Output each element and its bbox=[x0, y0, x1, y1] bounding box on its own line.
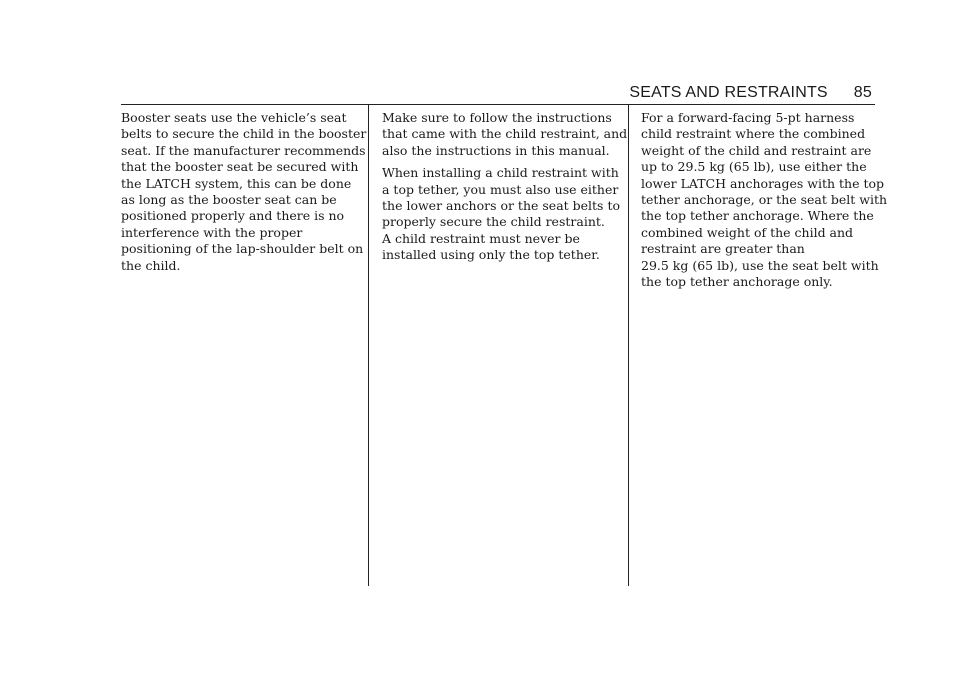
text-column-1 bbox=[121, 110, 366, 280]
text-line: Make sure to follow the instructions bbox=[382, 110, 612, 125]
text-line: the top tether anchorage only. bbox=[641, 274, 833, 290]
paragraph bbox=[382, 165, 627, 263]
text-line: combined weight of the child and bbox=[641, 224, 854, 240]
text-line: that came with the child restraint, and bbox=[382, 126, 628, 142]
text-column-2 bbox=[382, 110, 627, 270]
text-line: that the booster seat be secured with bbox=[121, 159, 359, 175]
text-line: weight of the child and restraint are bbox=[641, 142, 872, 158]
text-column-3 bbox=[641, 110, 887, 296]
header-rule bbox=[121, 104, 875, 105]
paragraph bbox=[382, 110, 627, 159]
text-line: child restraint where the combined bbox=[641, 126, 866, 142]
paragraph bbox=[641, 110, 887, 290]
text-line: 29.5 kg (65 lb), use the seat belt with bbox=[641, 257, 879, 273]
text-line: as long as the booster seat can be bbox=[121, 192, 337, 208]
text-line: interference with the proper bbox=[121, 224, 303, 240]
section-title: SEATS AND RESTRAINTS bbox=[629, 84, 828, 101]
text-line: restraint are greater than bbox=[641, 241, 805, 257]
text-line: seat. If the manufacturer recommends bbox=[121, 142, 366, 158]
text-line: positioned properly and there is no bbox=[121, 208, 345, 224]
text-line: A child restraint must never be bbox=[382, 230, 580, 246]
column-divider-left bbox=[368, 104, 369, 586]
page-number: 85 bbox=[853, 84, 872, 101]
text-line: positioning of the lap-shoulder belt on bbox=[121, 241, 364, 257]
running-header bbox=[629, 80, 872, 106]
text-line: Booster seats use the vehicle’s seat bbox=[121, 110, 347, 125]
text-line: up to 29.5 kg (65 lb), use either the bbox=[641, 159, 867, 175]
text-line: belts to secure the child in the booster bbox=[121, 126, 367, 142]
text-line: For a forward-facing 5-pt harness bbox=[641, 110, 855, 125]
text-line: the lower anchors or the seat belts to bbox=[382, 198, 620, 214]
text-line: a top tether, you must also use either bbox=[382, 181, 619, 197]
text-line: installed using only the top tether. bbox=[382, 247, 600, 263]
text-line: properly secure the child restraint. bbox=[382, 214, 605, 230]
text-line: tether anchorage, or the seat belt with bbox=[641, 192, 888, 208]
text-line: the child. bbox=[121, 257, 181, 273]
paragraph bbox=[121, 110, 366, 274]
text-line: lower LATCH anchorages with the top bbox=[641, 175, 885, 191]
text-line: the LATCH system, this can be done bbox=[121, 175, 352, 191]
text-line: When installing a child restraint with bbox=[382, 165, 619, 181]
text-line: the top tether anchorage. Where the bbox=[641, 208, 874, 224]
column-divider-right bbox=[628, 104, 629, 586]
text-line: also the instructions in this manual. bbox=[382, 142, 610, 158]
